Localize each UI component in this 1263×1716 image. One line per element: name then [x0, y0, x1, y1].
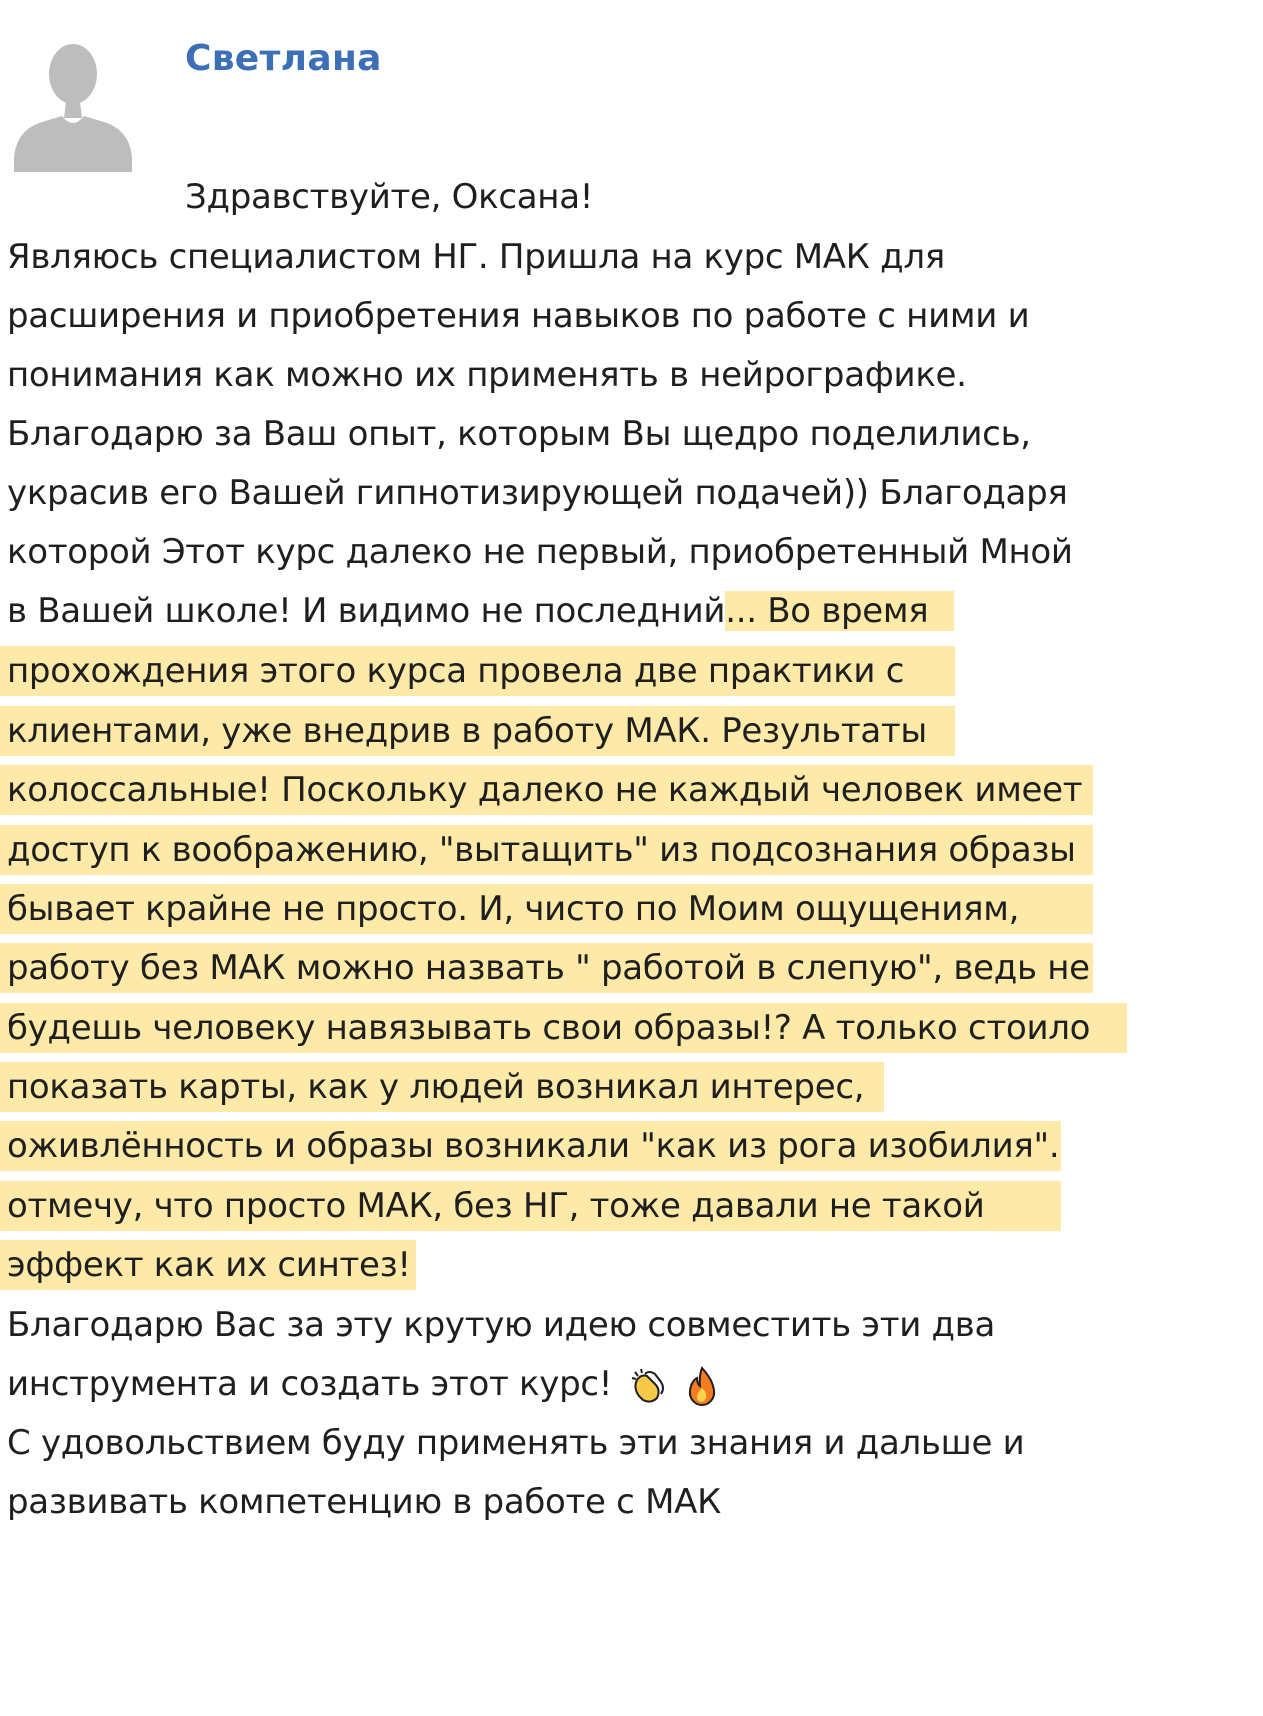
fire-icon: [685, 1366, 719, 1406]
comment-line: Благодарю за Ваш опыт, которым Вы щедро поделились,: [7, 414, 1031, 454]
comment-author[interactable]: Светлана: [185, 38, 382, 79]
highlighted-line: бывает крайне не просто. И, чисто по Моим ощущениям,: [7, 889, 1020, 929]
comment-text-plain: в Вашей школе! И видимо не последний: [7, 591, 726, 631]
comment-greeting: Здравствуйте, Оксана!: [185, 177, 594, 217]
clapping-hands-icon: [629, 1366, 669, 1406]
highlighted-line: будешь человеку навязывать свои образы!? А только стоило: [7, 1008, 1091, 1048]
highlighted-line: клиентами, уже внедрив в работу МАК. Результаты: [7, 711, 927, 751]
comment-line: расширения и приобретения навыков по работе с ними и: [7, 296, 1030, 336]
highlighted-line: оживлённость и образы возникали "как из рога изобилия".: [7, 1126, 1060, 1166]
highlighted-line: доступ к воображению, "вытащить" из подсознания образы: [7, 830, 1076, 870]
highlighted-line: отмечу, что просто МАК, без НГ, тоже давали не такой: [7, 1186, 985, 1226]
comment-text: инструмента и создать этот курс!: [7, 1364, 613, 1404]
comment-line: понимания как можно их применять в нейрографике.: [7, 355, 967, 395]
comment-line: украсив его Вашей гипнотизирующей подачей)) Благодаря: [7, 473, 1068, 513]
highlighted-line: прохождения этого курса провела две практики с: [7, 651, 905, 691]
highlighted-line: эффект как их синтез!: [7, 1245, 411, 1285]
comment-line-with-emoji: [7, 1361, 719, 1407]
highlighted-line: колоссальные! Поскольку далеко не каждый человек имеет: [7, 770, 1083, 810]
highlighted-line: работу без МАК можно назвать " работой в слепую", ведь не: [7, 948, 1090, 988]
highlighted-line: показать карты, как у людей возникал интерес,: [7, 1067, 865, 1107]
comment-line-mixed: [7, 588, 954, 634]
comment-line: развивать компетенцию в работе с МАК: [7, 1482, 721, 1522]
comment-line: Являюсь специалистом НГ. Пришла на курс МАК для: [7, 237, 945, 277]
comment-text-highlight: ... Во время: [725, 591, 954, 631]
comment-line: которой Этот курс далеко не первый, приобретенный Мной: [7, 532, 1073, 572]
comment-line: С удовольствием буду применять эти знания и дальше и: [7, 1423, 1025, 1463]
comment-line: Благодарю Вас за эту крутую идею совместить эти два: [7, 1305, 996, 1345]
avatar-placeholder-icon: [6, 34, 140, 172]
